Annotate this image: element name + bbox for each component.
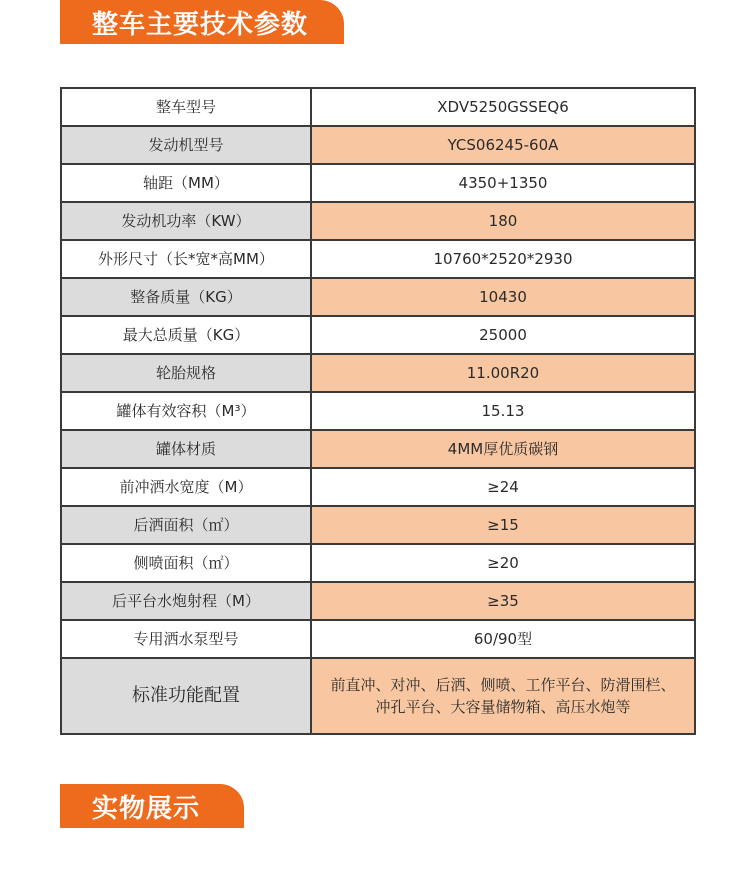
table-row — [61, 354, 695, 392]
spec-value: 180 — [311, 202, 695, 240]
spec-value: ≥20 — [311, 544, 695, 582]
table-row — [61, 658, 695, 734]
table-row — [61, 278, 695, 316]
spec-label: 罐体有效容积（M³） — [61, 392, 311, 430]
spec-label: 外形尺寸（长*宽*高MM） — [61, 240, 311, 278]
spec-value-line: 冲孔平台、大容量储物箱、高压水炮等 — [375, 698, 631, 716]
spec-value: 10430 — [311, 278, 695, 316]
table-row — [61, 392, 695, 430]
spec-value: ≥15 — [311, 506, 695, 544]
spec-label: 轴距（MM） — [61, 164, 311, 202]
spec-value: 25000 — [311, 316, 695, 354]
table-row — [61, 620, 695, 658]
spec-value-line: 前直冲、对冲、后洒、侧喷、工作平台、防滑围栏、 — [330, 676, 676, 694]
spec-label: 侧喷面积（㎡） — [61, 544, 311, 582]
section-title-photos: 实物展示 — [60, 784, 244, 828]
spec-label: 整备质量（KG） — [61, 278, 311, 316]
spec-value: ≥35 — [311, 582, 695, 620]
table-row — [61, 202, 695, 240]
spec-label: 发动机功率（KW） — [61, 202, 311, 240]
table-row — [61, 468, 695, 506]
spec-label: 专用洒水泵型号 — [61, 620, 311, 658]
table-row — [61, 164, 695, 202]
spec-label: 后平台水炮射程（M） — [61, 582, 311, 620]
spec-value — [311, 658, 695, 734]
spec-value: 4350+1350 — [311, 164, 695, 202]
spec-label: 轮胎规格 — [61, 354, 311, 392]
spec-label: 前冲洒水宽度（M） — [61, 468, 311, 506]
spec-value: XDV5250GSSEQ6 — [311, 88, 695, 126]
table-row — [61, 506, 695, 544]
spec-label: 标准功能配置 — [61, 658, 311, 734]
spec-value: 4MM厚优质碳钢 — [311, 430, 695, 468]
spec-label: 发动机型号 — [61, 126, 311, 164]
section-title-tech-params: 整车主要技术参数 — [60, 0, 344, 44]
spec-value: 11.00R20 — [311, 354, 695, 392]
spec-value: 10760*2520*2930 — [311, 240, 695, 278]
table-row — [61, 316, 695, 354]
spec-value: 15.13 — [311, 392, 695, 430]
spec-label: 整车型号 — [61, 88, 311, 126]
spec-value: 60/90型 — [311, 620, 695, 658]
table-row — [61, 430, 695, 468]
spec-table — [60, 87, 696, 735]
spec-label: 罐体材质 — [61, 430, 311, 468]
table-row — [61, 126, 695, 164]
table-row — [61, 88, 695, 126]
table-row — [61, 544, 695, 582]
spec-label: 后洒面积（㎡） — [61, 506, 311, 544]
spec-label: 最大总质量（KG） — [61, 316, 311, 354]
table-row — [61, 582, 695, 620]
spec-value: YCS06245-60A — [311, 126, 695, 164]
spec-value: ≥24 — [311, 468, 695, 506]
table-row — [61, 240, 695, 278]
